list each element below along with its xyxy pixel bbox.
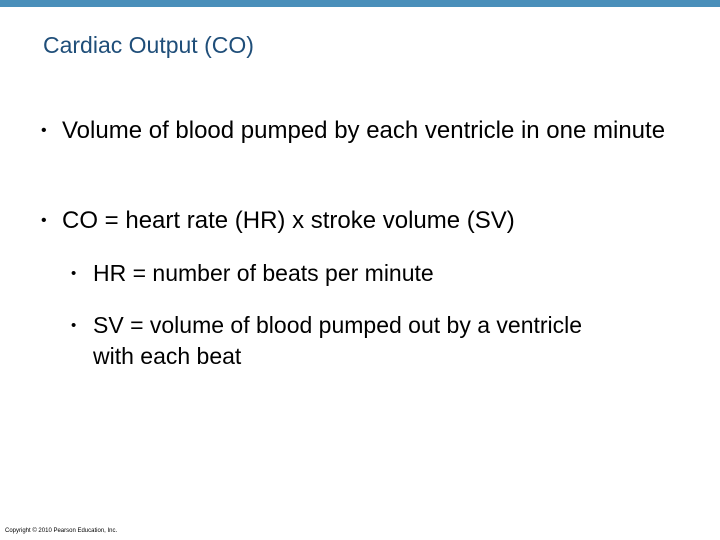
bullet-text: CO = heart rate (HR) x stroke volume (SV) [62,207,515,234]
sub-bullet-item [70,258,680,289]
bullet-icon: • [71,265,77,282]
bullet-icon: • [41,122,47,139]
sub-bullet-text: SV = volume of blood pumped out by a ventricle with each beat [93,312,583,369]
slide-title: Cardiac Output (CO) [43,32,254,58]
sub-bullet-text: HR = number of beats per minute [93,260,434,286]
sub-bullet-item [70,310,590,372]
bullet-item [40,205,680,237]
copyright-notice: Copyright © 2010 Pearson Education, Inc. [5,528,118,534]
bullet-icon: • [41,212,47,229]
bullet-text: Volume of blood pumped by each ventricle in one minute [62,117,666,144]
top-accent-bar [0,0,720,7]
bullet-icon: • [71,317,77,334]
bullet-item [40,115,680,147]
